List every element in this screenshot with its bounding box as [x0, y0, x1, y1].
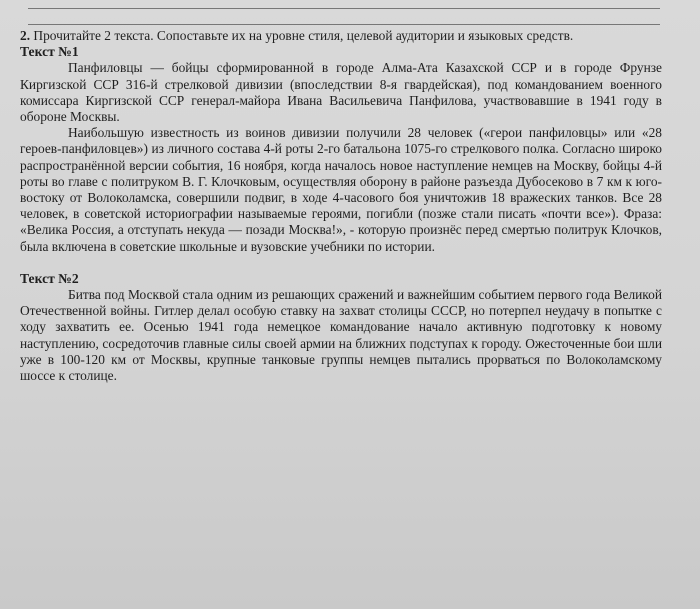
text2-heading: Текст №2 — [20, 270, 79, 286]
document-body — [20, 28, 662, 384]
section-spacer — [20, 255, 662, 271]
ruled-line-second — [28, 24, 660, 25]
text1-paragraph-1: Панфиловцы — бойцы сформированной в городе Алма-Ата Казахской ССР и в городе Фрунзе Киргизской ССР 316-й стрелковой дивизии (впоследствии 8-я гвардейская), под командованием военного комиссара Киргизской ССР генерал-майора Ивана Васильевича Панфилова, участвовавшие в 1941 году в обороне Москвы. — [20, 60, 662, 125]
text2-paragraph-1: Битва под Москвой стала одним из решающих сражений и важнейшим событием первого года Великой Отечественной войны. Гитлер делал особую ставку на захват столицы СССР, но потерпел неудачу в попытке с ходу захватить ее. Осенью 1941 года немецкое командование начало активную подготовку к новому наступлению, сосредоточив главные силы своей армии на ближних подступах к городу. Ожесточенные бои шли уже в 100-120 км от Москвы, крупные танковые группы немцев пытались прорваться по Волоколамскому шоссе к столице. — [20, 287, 662, 384]
ruled-line-top — [28, 8, 660, 9]
task-text: Прочитайте 2 текста. Сопоставьте их на уровне стиля, целевой аудитории и языковых средств. — [33, 28, 574, 43]
task-instruction — [20, 28, 662, 44]
task-number: 2. — [20, 28, 31, 43]
text1-paragraph-2: Наибольшую известность из воинов дивизии получили 28 человек («герои панфиловцы» или «28 героев-панфиловцев») из личного состава 4-й роты 2-го батальона 1075-го стрелкового полка. Согласно широко распространённой версии события, 16 ноября, когда началось новое наступление немцев на Москву, бойцы 4-й роты во главе с политруком В. Г. Клочковым, осуществляя оборону в районе разъезда Дубосеково в 7 км к юго-востоку от Волоколамска, совершили подвиг, в ходе 4-часового боя уничтожив 18 вражеских танков. Все 28 человек, в советской историографии называемые героями, погибли (позже стали писать «почти все»). Фраза: «Велика Россия, а отступать некуда — позади Москва!», - которую произнёс перед смертью политрук Клочков, была включена в советские школьные и вузовские учебники по истории. — [20, 125, 662, 254]
text1-heading: Текст №1 — [20, 44, 79, 60]
